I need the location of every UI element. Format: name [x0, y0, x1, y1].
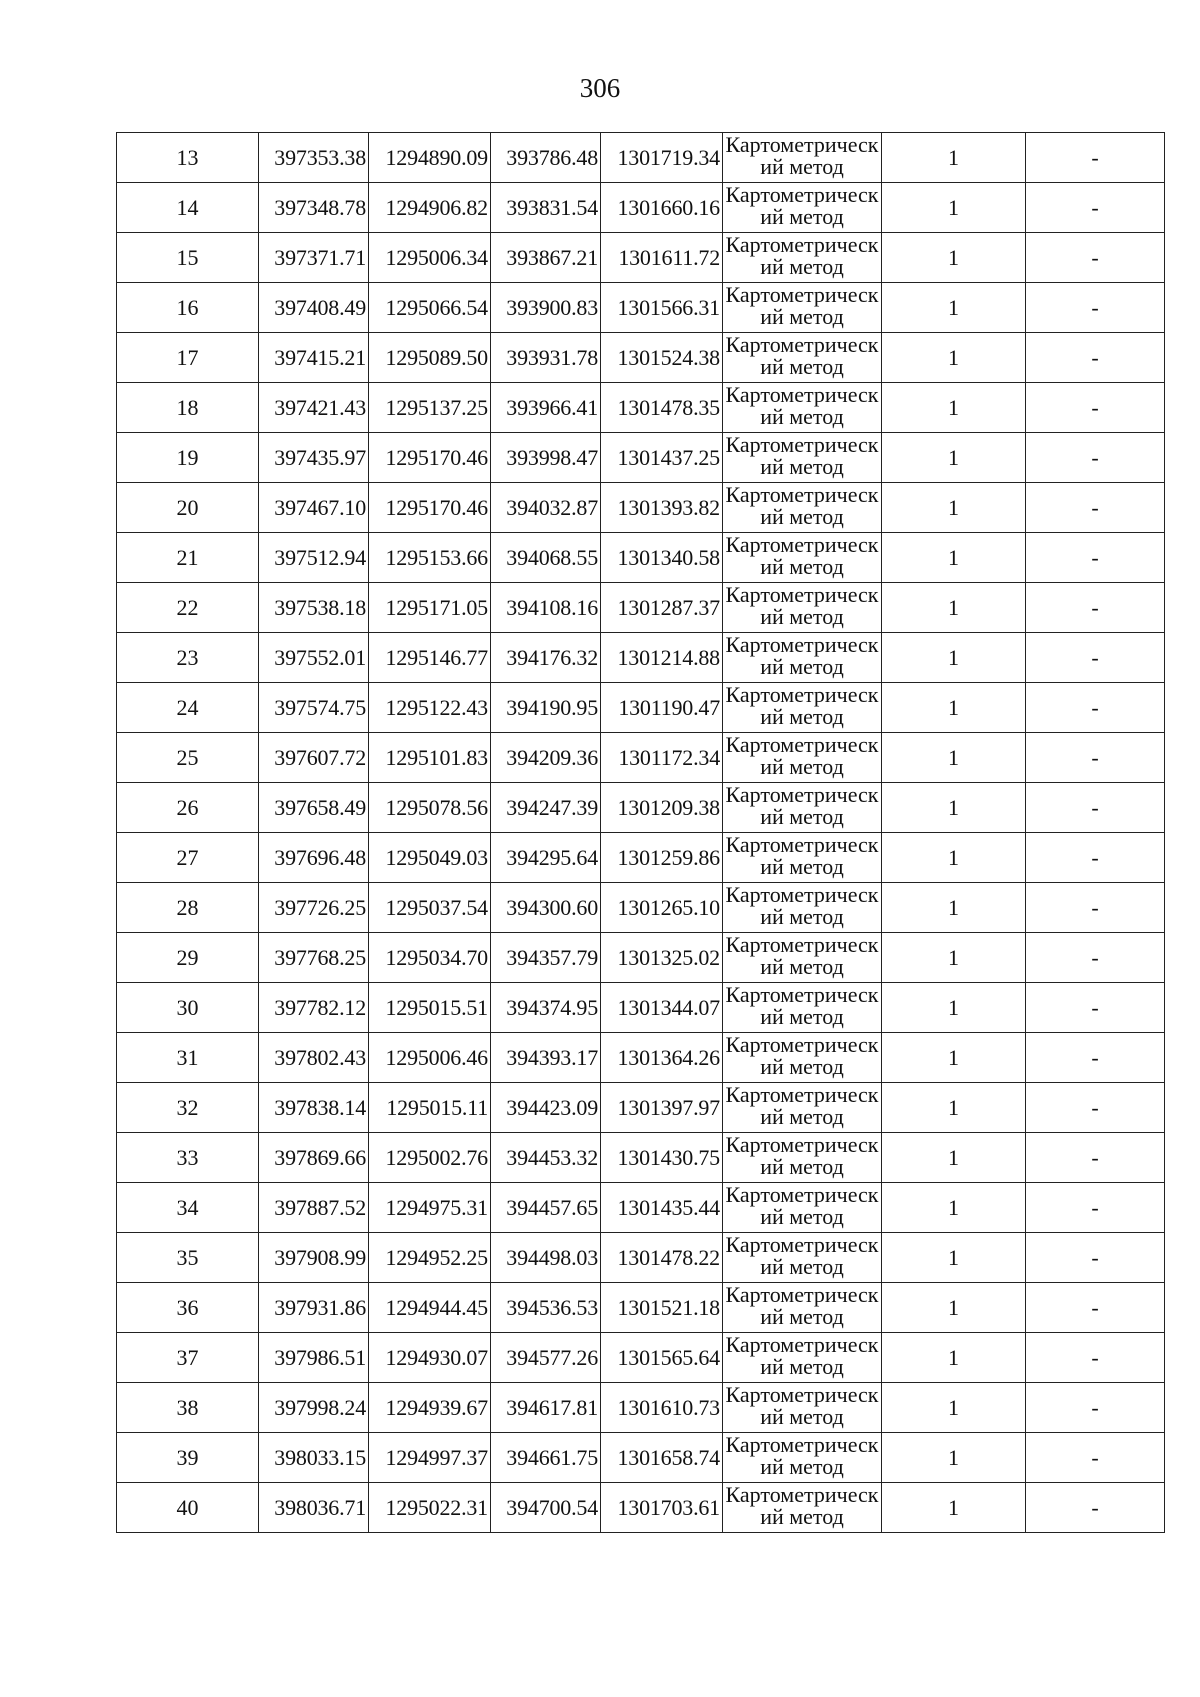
x2-coordinate-cell: 394190.95 — [491, 683, 601, 733]
table-row — [117, 683, 1165, 733]
x2-coordinate-cell: 394536.53 — [491, 1283, 601, 1333]
point-number-cell: 27 — [117, 833, 259, 883]
point-number-cell: 31 — [117, 1033, 259, 1083]
point-number-cell: 34 — [117, 1183, 259, 1233]
table-row — [117, 1383, 1165, 1433]
y2-coordinate-cell: 1301265.10 — [601, 883, 723, 933]
note-cell: - — [1026, 383, 1165, 433]
table-row — [117, 1283, 1165, 1333]
note-cell: - — [1026, 1083, 1165, 1133]
accuracy-cell: 1 — [882, 1333, 1026, 1383]
note-cell: - — [1026, 1233, 1165, 1283]
table-body — [117, 133, 1165, 1533]
table-row — [117, 133, 1165, 183]
table-row — [117, 483, 1165, 533]
x1-coordinate-cell: 397658.49 — [259, 783, 369, 833]
method-cell — [723, 283, 882, 333]
x2-coordinate-cell: 393867.21 — [491, 233, 601, 283]
method-text: Картометрический метод — [725, 1084, 879, 1129]
y1-coordinate-cell: 1295089.50 — [369, 333, 491, 383]
point-number-cell: 14 — [117, 183, 259, 233]
x1-coordinate-cell: 397538.18 — [259, 583, 369, 633]
x2-coordinate-cell: 394247.39 — [491, 783, 601, 833]
accuracy-cell: 1 — [882, 1283, 1026, 1333]
y2-coordinate-cell: 1301565.64 — [601, 1333, 723, 1383]
y1-coordinate-cell: 1295170.46 — [369, 483, 491, 533]
table-row — [117, 883, 1165, 933]
y1-coordinate-cell: 1295015.51 — [369, 983, 491, 1033]
x2-coordinate-cell: 394453.32 — [491, 1133, 601, 1183]
x2-coordinate-cell: 394393.17 — [491, 1033, 601, 1083]
note-cell: - — [1026, 1433, 1165, 1483]
x2-coordinate-cell: 393931.78 — [491, 333, 601, 383]
point-number-cell: 22 — [117, 583, 259, 633]
note-cell: - — [1026, 183, 1165, 233]
method-text: Картометрический метод — [725, 634, 879, 679]
note-cell: - — [1026, 433, 1165, 483]
y2-coordinate-cell: 1301340.58 — [601, 533, 723, 583]
accuracy-cell: 1 — [882, 233, 1026, 283]
x1-coordinate-cell: 397415.21 — [259, 333, 369, 383]
x1-coordinate-cell: 397802.43 — [259, 1033, 369, 1083]
note-cell: - — [1026, 1183, 1165, 1233]
table-row — [117, 283, 1165, 333]
y1-coordinate-cell: 1295137.25 — [369, 383, 491, 433]
method-text: Картометрический метод — [725, 584, 879, 629]
x1-coordinate-cell: 397986.51 — [259, 1333, 369, 1383]
point-number-cell: 15 — [117, 233, 259, 283]
table-row — [117, 1233, 1165, 1283]
x2-coordinate-cell: 393966.41 — [491, 383, 601, 433]
x2-coordinate-cell: 394032.87 — [491, 483, 601, 533]
note-cell: - — [1026, 283, 1165, 333]
note-cell: - — [1026, 1383, 1165, 1433]
y2-coordinate-cell: 1301259.86 — [601, 833, 723, 883]
y2-coordinate-cell: 1301287.37 — [601, 583, 723, 633]
x1-coordinate-cell: 397696.48 — [259, 833, 369, 883]
table-row — [117, 933, 1165, 983]
y2-coordinate-cell: 1301209.38 — [601, 783, 723, 833]
x1-coordinate-cell: 398033.15 — [259, 1433, 369, 1483]
coordinates-table — [116, 132, 1165, 1533]
method-text: Картометрический метод — [725, 684, 879, 729]
method-text: Картометрический метод — [725, 784, 879, 829]
x2-coordinate-cell: 393786.48 — [491, 133, 601, 183]
x1-coordinate-cell: 397998.24 — [259, 1383, 369, 1433]
method-text: Картометрический метод — [725, 1334, 879, 1379]
y2-coordinate-cell: 1301344.07 — [601, 983, 723, 1033]
page-number: 306 — [579, 73, 621, 103]
method-cell — [723, 683, 882, 733]
note-cell: - — [1026, 833, 1165, 883]
method-cell — [723, 583, 882, 633]
y2-coordinate-cell: 1301660.16 — [601, 183, 723, 233]
method-text: Картометрический метод — [725, 1484, 879, 1529]
table-row — [117, 533, 1165, 583]
note-cell: - — [1026, 533, 1165, 583]
method-cell — [723, 733, 882, 783]
method-text: Картометрический метод — [725, 284, 879, 329]
method-text: Картометрический метод — [725, 534, 879, 579]
note-cell: - — [1026, 883, 1165, 933]
accuracy-cell: 1 — [882, 1433, 1026, 1483]
accuracy-cell: 1 — [882, 183, 1026, 233]
y2-coordinate-cell: 1301435.44 — [601, 1183, 723, 1233]
method-text: Картометрический метод — [725, 934, 879, 979]
y1-coordinate-cell: 1294952.25 — [369, 1233, 491, 1283]
method-cell — [723, 1433, 882, 1483]
note-cell: - — [1026, 683, 1165, 733]
note-cell: - — [1026, 583, 1165, 633]
accuracy-cell: 1 — [882, 883, 1026, 933]
method-text: Картометрический метод — [725, 384, 879, 429]
method-text: Картометрический метод — [725, 1134, 879, 1179]
y1-coordinate-cell: 1295078.56 — [369, 783, 491, 833]
x1-coordinate-cell: 397574.75 — [259, 683, 369, 733]
y2-coordinate-cell: 1301719.34 — [601, 133, 723, 183]
method-text: Картометрический метод — [725, 184, 879, 229]
method-cell — [723, 133, 882, 183]
y2-coordinate-cell: 1301325.02 — [601, 933, 723, 983]
x1-coordinate-cell: 397552.01 — [259, 633, 369, 683]
method-cell — [723, 1183, 882, 1233]
x2-coordinate-cell: 394423.09 — [491, 1083, 601, 1133]
x1-coordinate-cell: 397726.25 — [259, 883, 369, 933]
note-cell: - — [1026, 1133, 1165, 1183]
point-number-cell: 21 — [117, 533, 259, 583]
note-cell: - — [1026, 1333, 1165, 1383]
accuracy-cell: 1 — [882, 1133, 1026, 1183]
y2-coordinate-cell: 1301430.75 — [601, 1133, 723, 1183]
accuracy-cell: 1 — [882, 133, 1026, 183]
method-cell — [723, 1133, 882, 1183]
table-row — [117, 983, 1165, 1033]
method-cell — [723, 433, 882, 483]
y2-coordinate-cell: 1301566.31 — [601, 283, 723, 333]
table-row — [117, 1483, 1165, 1533]
x1-coordinate-cell: 398036.71 — [259, 1483, 369, 1533]
method-cell — [723, 233, 882, 283]
point-number-cell: 29 — [117, 933, 259, 983]
method-text: Картометрический метод — [725, 1184, 879, 1229]
x1-coordinate-cell: 397512.94 — [259, 533, 369, 583]
accuracy-cell: 1 — [882, 533, 1026, 583]
x2-coordinate-cell: 394577.26 — [491, 1333, 601, 1383]
note-cell: - — [1026, 1033, 1165, 1083]
point-number-cell: 39 — [117, 1433, 259, 1483]
note-cell: - — [1026, 783, 1165, 833]
method-text: Картометрический метод — [725, 1234, 879, 1279]
y1-coordinate-cell: 1295002.76 — [369, 1133, 491, 1183]
y1-coordinate-cell: 1295037.54 — [369, 883, 491, 933]
method-cell — [723, 633, 882, 683]
note-cell: - — [1026, 1283, 1165, 1333]
method-text: Картометрический метод — [725, 1434, 879, 1479]
note-cell: - — [1026, 1483, 1165, 1533]
y1-coordinate-cell: 1295171.05 — [369, 583, 491, 633]
x2-coordinate-cell: 394108.16 — [491, 583, 601, 633]
accuracy-cell: 1 — [882, 283, 1026, 333]
note-cell: - — [1026, 933, 1165, 983]
y2-coordinate-cell: 1301437.25 — [601, 433, 723, 483]
x2-coordinate-cell: 394374.95 — [491, 983, 601, 1033]
point-number-cell: 13 — [117, 133, 259, 183]
y1-coordinate-cell: 1295034.70 — [369, 933, 491, 983]
method-cell — [723, 183, 882, 233]
point-number-cell: 20 — [117, 483, 259, 533]
note-cell: - — [1026, 733, 1165, 783]
point-number-cell: 38 — [117, 1383, 259, 1433]
y1-coordinate-cell: 1294997.37 — [369, 1433, 491, 1483]
accuracy-cell: 1 — [882, 733, 1026, 783]
x2-coordinate-cell: 393998.47 — [491, 433, 601, 483]
note-cell: - — [1026, 983, 1165, 1033]
x1-coordinate-cell: 397435.97 — [259, 433, 369, 483]
method-text: Картометрический метод — [725, 884, 879, 929]
x2-coordinate-cell: 394661.75 — [491, 1433, 601, 1483]
y1-coordinate-cell: 1294906.82 — [369, 183, 491, 233]
table-row — [117, 383, 1165, 433]
table-row — [117, 1133, 1165, 1183]
y1-coordinate-cell: 1294890.09 — [369, 133, 491, 183]
x2-coordinate-cell: 394700.54 — [491, 1483, 601, 1533]
accuracy-cell: 1 — [882, 1183, 1026, 1233]
method-cell — [723, 483, 882, 533]
table-row — [117, 333, 1165, 383]
y1-coordinate-cell: 1294975.31 — [369, 1183, 491, 1233]
y1-coordinate-cell: 1294939.67 — [369, 1383, 491, 1433]
y2-coordinate-cell: 1301397.97 — [601, 1083, 723, 1133]
note-cell: - — [1026, 633, 1165, 683]
method-cell — [723, 983, 882, 1033]
y1-coordinate-cell: 1295049.03 — [369, 833, 491, 883]
point-number-cell: 32 — [117, 1083, 259, 1133]
y1-coordinate-cell: 1295066.54 — [369, 283, 491, 333]
table-row — [117, 583, 1165, 633]
x1-coordinate-cell: 397467.10 — [259, 483, 369, 533]
x2-coordinate-cell: 394457.65 — [491, 1183, 601, 1233]
accuracy-cell: 1 — [882, 333, 1026, 383]
y2-coordinate-cell: 1301364.26 — [601, 1033, 723, 1083]
point-number-cell: 23 — [117, 633, 259, 683]
method-cell — [723, 1233, 882, 1283]
table-row — [117, 1183, 1165, 1233]
table-row — [117, 1033, 1165, 1083]
point-number-cell: 28 — [117, 883, 259, 933]
accuracy-cell: 1 — [882, 983, 1026, 1033]
y2-coordinate-cell: 1301658.74 — [601, 1433, 723, 1483]
y2-coordinate-cell: 1301478.22 — [601, 1233, 723, 1283]
y1-coordinate-cell: 1294944.45 — [369, 1283, 491, 1333]
point-number-cell: 19 — [117, 433, 259, 483]
x2-coordinate-cell: 394300.60 — [491, 883, 601, 933]
point-number-cell: 40 — [117, 1483, 259, 1533]
x1-coordinate-cell: 397768.25 — [259, 933, 369, 983]
note-cell: - — [1026, 233, 1165, 283]
point-number-cell: 30 — [117, 983, 259, 1033]
y2-coordinate-cell: 1301521.18 — [601, 1283, 723, 1333]
method-cell — [723, 1383, 882, 1433]
method-text: Картометрический метод — [725, 734, 879, 779]
accuracy-cell: 1 — [882, 433, 1026, 483]
point-number-cell: 36 — [117, 1283, 259, 1333]
table-row — [117, 1333, 1165, 1383]
x1-coordinate-cell: 397421.43 — [259, 383, 369, 433]
x1-coordinate-cell: 397371.71 — [259, 233, 369, 283]
y1-coordinate-cell: 1295015.11 — [369, 1083, 491, 1133]
y2-coordinate-cell: 1301190.47 — [601, 683, 723, 733]
method-cell — [723, 1283, 882, 1333]
x1-coordinate-cell: 397607.72 — [259, 733, 369, 783]
method-cell — [723, 1033, 882, 1083]
method-cell — [723, 1083, 882, 1133]
point-number-cell: 18 — [117, 383, 259, 433]
y2-coordinate-cell: 1301611.72 — [601, 233, 723, 283]
x2-coordinate-cell: 394209.36 — [491, 733, 601, 783]
accuracy-cell: 1 — [882, 1083, 1026, 1133]
y1-coordinate-cell: 1295006.34 — [369, 233, 491, 283]
y1-coordinate-cell: 1295170.46 — [369, 433, 491, 483]
method-text: Картометрический метод — [725, 484, 879, 529]
point-number-cell: 35 — [117, 1233, 259, 1283]
table-row — [117, 183, 1165, 233]
method-text: Картометрический метод — [725, 1034, 879, 1079]
y2-coordinate-cell: 1301172.34 — [601, 733, 723, 783]
x1-coordinate-cell: 397408.49 — [259, 283, 369, 333]
method-text: Картометрический метод — [725, 1284, 879, 1329]
y1-coordinate-cell: 1295006.46 — [369, 1033, 491, 1083]
y2-coordinate-cell: 1301393.82 — [601, 483, 723, 533]
table-row — [117, 1433, 1165, 1483]
point-number-cell: 24 — [117, 683, 259, 733]
method-cell — [723, 783, 882, 833]
table-row — [117, 733, 1165, 783]
method-text: Картометрический метод — [725, 1384, 879, 1429]
x1-coordinate-cell: 397908.99 — [259, 1233, 369, 1283]
accuracy-cell: 1 — [882, 833, 1026, 883]
point-number-cell: 25 — [117, 733, 259, 783]
x2-coordinate-cell: 394617.81 — [491, 1383, 601, 1433]
note-cell: - — [1026, 333, 1165, 383]
x1-coordinate-cell: 397869.66 — [259, 1133, 369, 1183]
table-row — [117, 233, 1165, 283]
y2-coordinate-cell: 1301478.35 — [601, 383, 723, 433]
point-number-cell: 37 — [117, 1333, 259, 1383]
x1-coordinate-cell: 397353.38 — [259, 133, 369, 183]
y1-coordinate-cell: 1295153.66 — [369, 533, 491, 583]
table-row — [117, 433, 1165, 483]
method-cell — [723, 833, 882, 883]
y2-coordinate-cell: 1301214.88 — [601, 633, 723, 683]
accuracy-cell: 1 — [882, 1233, 1026, 1283]
method-text: Картометрический метод — [725, 834, 879, 879]
x2-coordinate-cell: 393900.83 — [491, 283, 601, 333]
point-number-cell: 16 — [117, 283, 259, 333]
y1-coordinate-cell: 1295146.77 — [369, 633, 491, 683]
y1-coordinate-cell: 1295122.43 — [369, 683, 491, 733]
point-number-cell: 26 — [117, 783, 259, 833]
method-cell — [723, 883, 882, 933]
y2-coordinate-cell: 1301610.73 — [601, 1383, 723, 1433]
accuracy-cell: 1 — [882, 1483, 1026, 1533]
accuracy-cell: 1 — [882, 1383, 1026, 1433]
x1-coordinate-cell: 397348.78 — [259, 183, 369, 233]
table-row — [117, 633, 1165, 683]
accuracy-cell: 1 — [882, 383, 1026, 433]
accuracy-cell: 1 — [882, 683, 1026, 733]
x2-coordinate-cell: 394068.55 — [491, 533, 601, 583]
accuracy-cell: 1 — [882, 1033, 1026, 1083]
x2-coordinate-cell: 394176.32 — [491, 633, 601, 683]
x2-coordinate-cell: 394295.64 — [491, 833, 601, 883]
method-text: Картометрический метод — [725, 984, 879, 1029]
method-cell — [723, 1483, 882, 1533]
x1-coordinate-cell: 397931.86 — [259, 1283, 369, 1333]
method-text: Картометрический метод — [725, 334, 879, 379]
method-cell — [723, 383, 882, 433]
accuracy-cell: 1 — [882, 483, 1026, 533]
note-cell: - — [1026, 133, 1165, 183]
x1-coordinate-cell: 397887.52 — [259, 1183, 369, 1233]
y1-coordinate-cell: 1295101.83 — [369, 733, 491, 783]
method-text: Картометрический метод — [725, 434, 879, 479]
method-text: Картометрический метод — [725, 234, 879, 279]
y2-coordinate-cell: 1301703.61 — [601, 1483, 723, 1533]
accuracy-cell: 1 — [882, 633, 1026, 683]
x1-coordinate-cell: 397838.14 — [259, 1083, 369, 1133]
table-row — [117, 783, 1165, 833]
note-cell: - — [1026, 483, 1165, 533]
accuracy-cell: 1 — [882, 783, 1026, 833]
method-text: Картометрический метод — [725, 134, 879, 179]
accuracy-cell: 1 — [882, 583, 1026, 633]
x1-coordinate-cell: 397782.12 — [259, 983, 369, 1033]
accuracy-cell: 1 — [882, 933, 1026, 983]
y2-coordinate-cell: 1301524.38 — [601, 333, 723, 383]
x2-coordinate-cell: 394498.03 — [491, 1233, 601, 1283]
point-number-cell: 17 — [117, 333, 259, 383]
point-number-cell: 33 — [117, 1133, 259, 1183]
x2-coordinate-cell: 393831.54 — [491, 183, 601, 233]
method-cell — [723, 333, 882, 383]
method-cell — [723, 933, 882, 983]
table-row — [117, 833, 1165, 883]
method-cell — [723, 1333, 882, 1383]
y1-coordinate-cell: 1295022.31 — [369, 1483, 491, 1533]
method-cell — [723, 533, 882, 583]
y1-coordinate-cell: 1294930.07 — [369, 1333, 491, 1383]
x2-coordinate-cell: 394357.79 — [491, 933, 601, 983]
table-row — [117, 1083, 1165, 1133]
